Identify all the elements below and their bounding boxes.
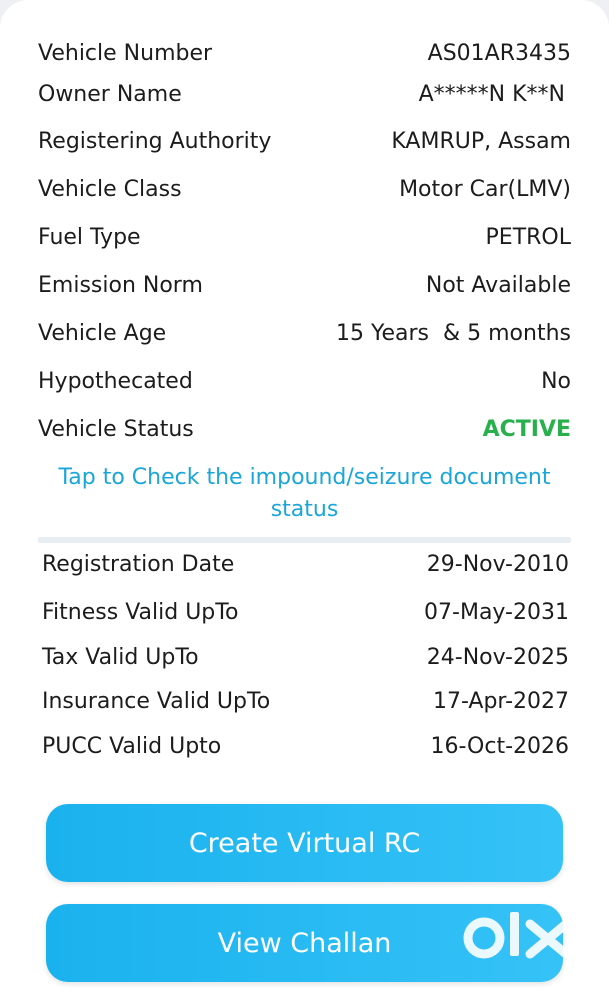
impound-status-link[interactable]: Tap to Check the impound/seizure document status bbox=[58, 465, 551, 522]
validity-label: PUCC Valid Upto bbox=[42, 733, 222, 759]
status-badge: ACTIVE bbox=[482, 416, 571, 442]
detail-label: Vehicle Age bbox=[38, 320, 167, 346]
detail-label: Registering Authority bbox=[38, 128, 272, 154]
detail-label: Vehicle Class bbox=[38, 176, 182, 202]
view-challan-label: View Challan bbox=[217, 927, 392, 959]
detail-label: Fuel Type bbox=[38, 224, 141, 250]
detail-row-vehicle-status bbox=[38, 412, 571, 446]
create-virtual-rc-label: Create Virtual RC bbox=[188, 827, 421, 859]
detail-value: AS01AR3435 bbox=[427, 40, 571, 66]
validity-label: Registration Date bbox=[42, 551, 235, 577]
create-virtual-rc-button[interactable] bbox=[46, 804, 563, 882]
validity-row-pucc bbox=[42, 729, 569, 763]
detail-row-vehicle-number bbox=[38, 36, 571, 70]
detail-label: Emission Norm bbox=[38, 272, 203, 298]
section-divider bbox=[38, 537, 571, 543]
detail-value: 15 Years & 5 months bbox=[335, 320, 571, 346]
detail-row-hypothecated bbox=[38, 364, 571, 398]
validity-row-insurance bbox=[42, 684, 569, 718]
detail-value: Motor Car(LMV) bbox=[399, 176, 571, 202]
validity-value: 29-Nov-2010 bbox=[426, 551, 569, 577]
validity-value: 07-May-2031 bbox=[424, 599, 569, 625]
validity-label: Tax Valid UpTo bbox=[42, 644, 199, 670]
detail-row-vehicle-class bbox=[38, 172, 571, 206]
detail-row-emission-norm bbox=[38, 268, 571, 302]
detail-label: Vehicle Number bbox=[38, 40, 213, 66]
validity-value: 17-Apr-2027 bbox=[432, 688, 569, 714]
validity-row-fitness bbox=[42, 595, 569, 629]
validity-label: Fitness Valid UpTo bbox=[42, 599, 239, 625]
detail-value: KAMRUP, Assam bbox=[391, 128, 571, 154]
detail-value: Not Available bbox=[425, 272, 571, 298]
validity-value: 24-Nov-2025 bbox=[426, 644, 569, 670]
detail-value: A*****N K**N bbox=[418, 81, 565, 107]
detail-label: Vehicle Status bbox=[38, 416, 194, 442]
detail-value: No bbox=[541, 368, 571, 394]
validity-row-registration-date bbox=[42, 547, 569, 581]
view-challan-button[interactable] bbox=[46, 904, 563, 982]
detail-row-registering-authority bbox=[38, 124, 571, 158]
detail-label: Hypothecated bbox=[38, 368, 193, 394]
detail-value: PETROL bbox=[485, 224, 571, 250]
validity-value: 16-Oct-2026 bbox=[430, 733, 569, 759]
detail-row-owner-name bbox=[38, 77, 571, 111]
validity-row-tax bbox=[42, 640, 569, 674]
detail-label: Owner Name bbox=[38, 81, 182, 107]
detail-row-vehicle-age bbox=[38, 316, 571, 350]
validity-label: Insurance Valid UpTo bbox=[42, 688, 271, 714]
detail-row-fuel-type bbox=[38, 220, 571, 254]
